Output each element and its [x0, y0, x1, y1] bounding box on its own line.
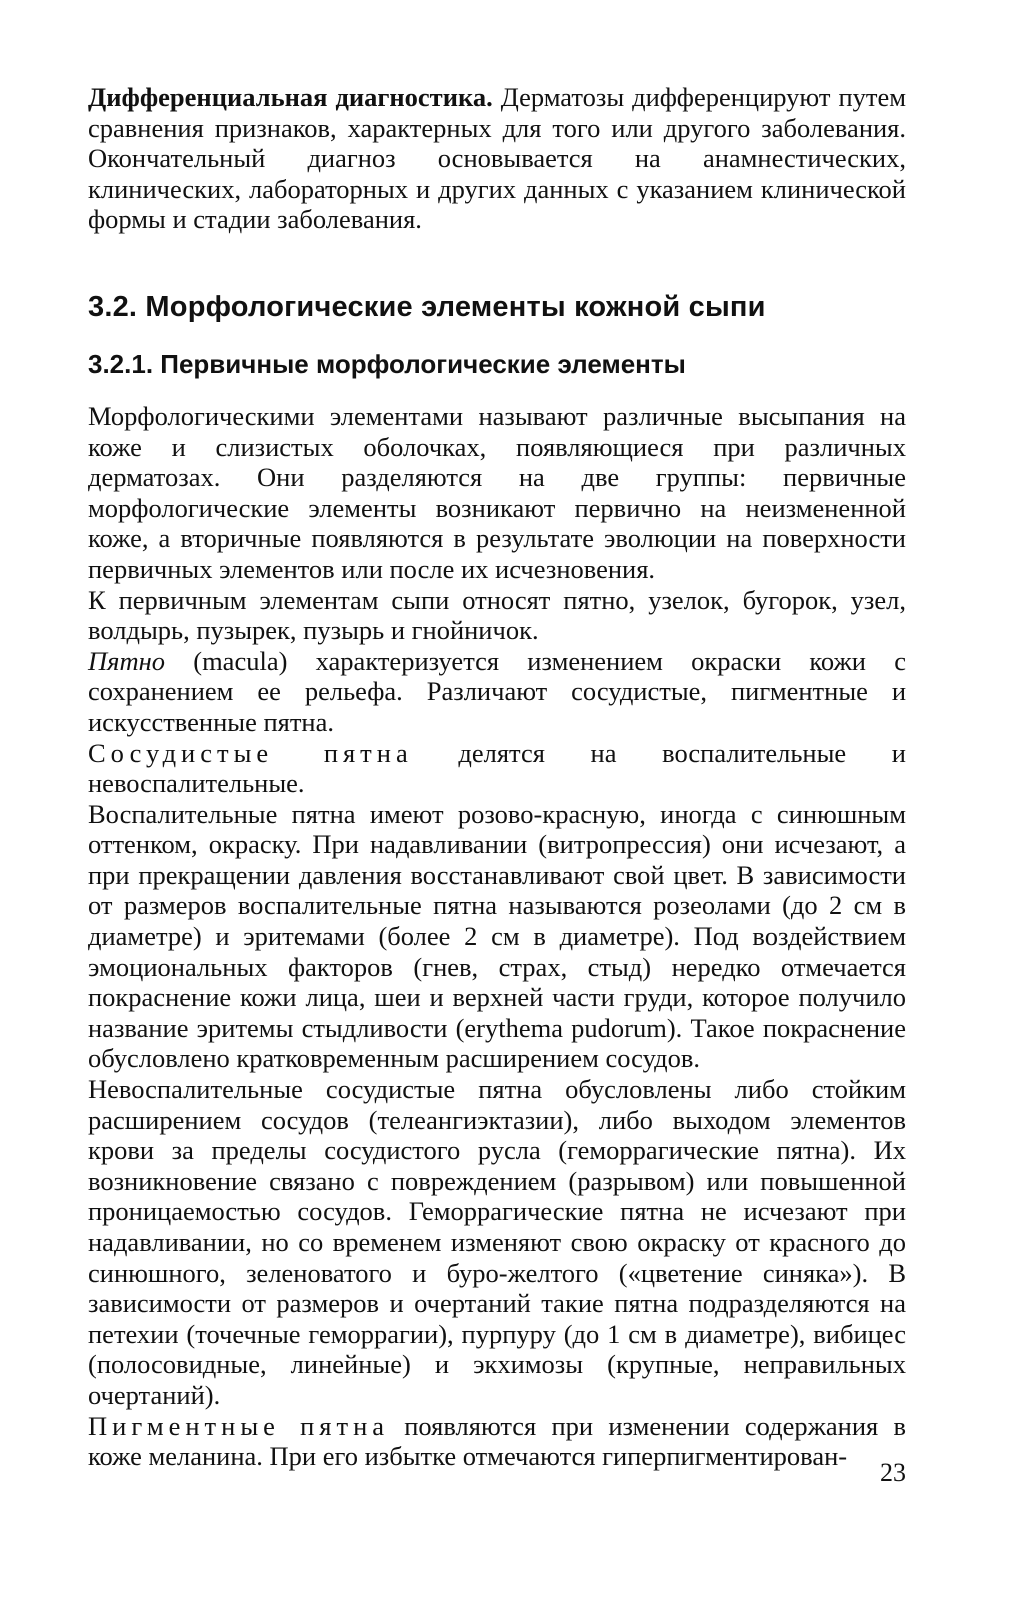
paragraph-7	[88, 1411, 906, 1472]
paragraph-2: К первичным элементам сыпи относят пятно, узелок, бугорок, узел, волдырь, пузырек, пузырь и гнойничок.	[88, 584, 906, 646]
intro-text: Дерматозы дифференцируют путем сравнения признаков, характерных для того или другого заболевания. Окончательный диагноз основывается на анамнестических, клинических, лабораторных и других данных с указанием клинической формы и стадии заболевания.	[88, 82, 906, 235]
paragraph-3	[88, 646, 906, 738]
paragraph-7-text: появляются при изменении содержания в коже меланина. При его избытке отмечаются гиперпигментирован-	[88, 1410, 906, 1472]
paragraph-5: Воспалительные пятна имеют розово-красную, иногда с синюшным оттенком, окраску. При надавливании (витропрессия) они исчезают, а при прекращении давления восстанавливают свой цвет. В зависимости от размеров воспалительные пятна называются розеолами (до 2 см в диаметре) и эритемами (более 2 см в диаметре). Под воздействием эмоциональных факторов (гнев, страх, стыд) нередко отмечается покраснение кожи лица, шеи и верхней части груди, которое получило название эритемы стыдливости (erythema pudorum). Такое покраснение обусловлено кратковременным расширением сосудов.	[88, 798, 906, 1074]
section-heading: 3.2. Морфологические элементы кожной сыпи	[88, 290, 766, 323]
page-number: 23	[880, 1458, 906, 1487]
paragraph-4-text: делятся на воспалительные и невоспалительные.	[88, 737, 906, 799]
intro-lead: Дифференциальная диагностика.	[88, 82, 493, 112]
paragraph-3-text: (macula) характеризуется изменением окраски кожи с сохранением ее рельефа. Различают сосудистые, пигментные и искусственные пятна.	[88, 645, 906, 737]
term-macula: Пятно	[88, 645, 165, 676]
paragraph-4	[88, 738, 906, 799]
term-vascular-spots: Сосудистые пятна	[88, 737, 413, 768]
term-pigment-spots: Пигментные пятна	[88, 1410, 390, 1441]
subsection-heading: 3.2.1. Первичные морфологические элементы	[88, 348, 686, 379]
intro-paragraph	[88, 82, 906, 235]
body-block	[88, 401, 906, 1472]
paragraph-1: Морфологическими элементами называют различные высыпания на коже и слизистых оболочках, появляющиеся при различных дерматозах. Они разделяются на две группы: первичные морфологические элементы возникают первично на неизмененной коже, а вторичные появляются в результате эволюции на поверхности первичных элементов или после их исчезновения.	[88, 400, 906, 584]
page-body	[88, 82, 906, 1472]
paragraph-6: Невоспалительные сосудистые пятна обусловлены либо стойким расширением сосудов (телеангиэктазии), либо выходом элементов крови за пределы сосудистого русла (геморрагические пятна). Их возникновение связано с повреждением (разрывом) или повышенной проницаемостью сосудов. Геморрагические пятна не исчезают при надавливании, но со временем изменяют свою окраску от красного до синюшного, зеленоватого и буро-желтого («цветение синяка»). В зависимости от размеров и очертаний такие пятна подразделяются на петехии (точечные геморрагии), пурпуру (до 1 см в диаметре), вибицес (полосовидные, линейные) и экхимозы (крупные, неправильных очертаний).	[88, 1074, 906, 1410]
